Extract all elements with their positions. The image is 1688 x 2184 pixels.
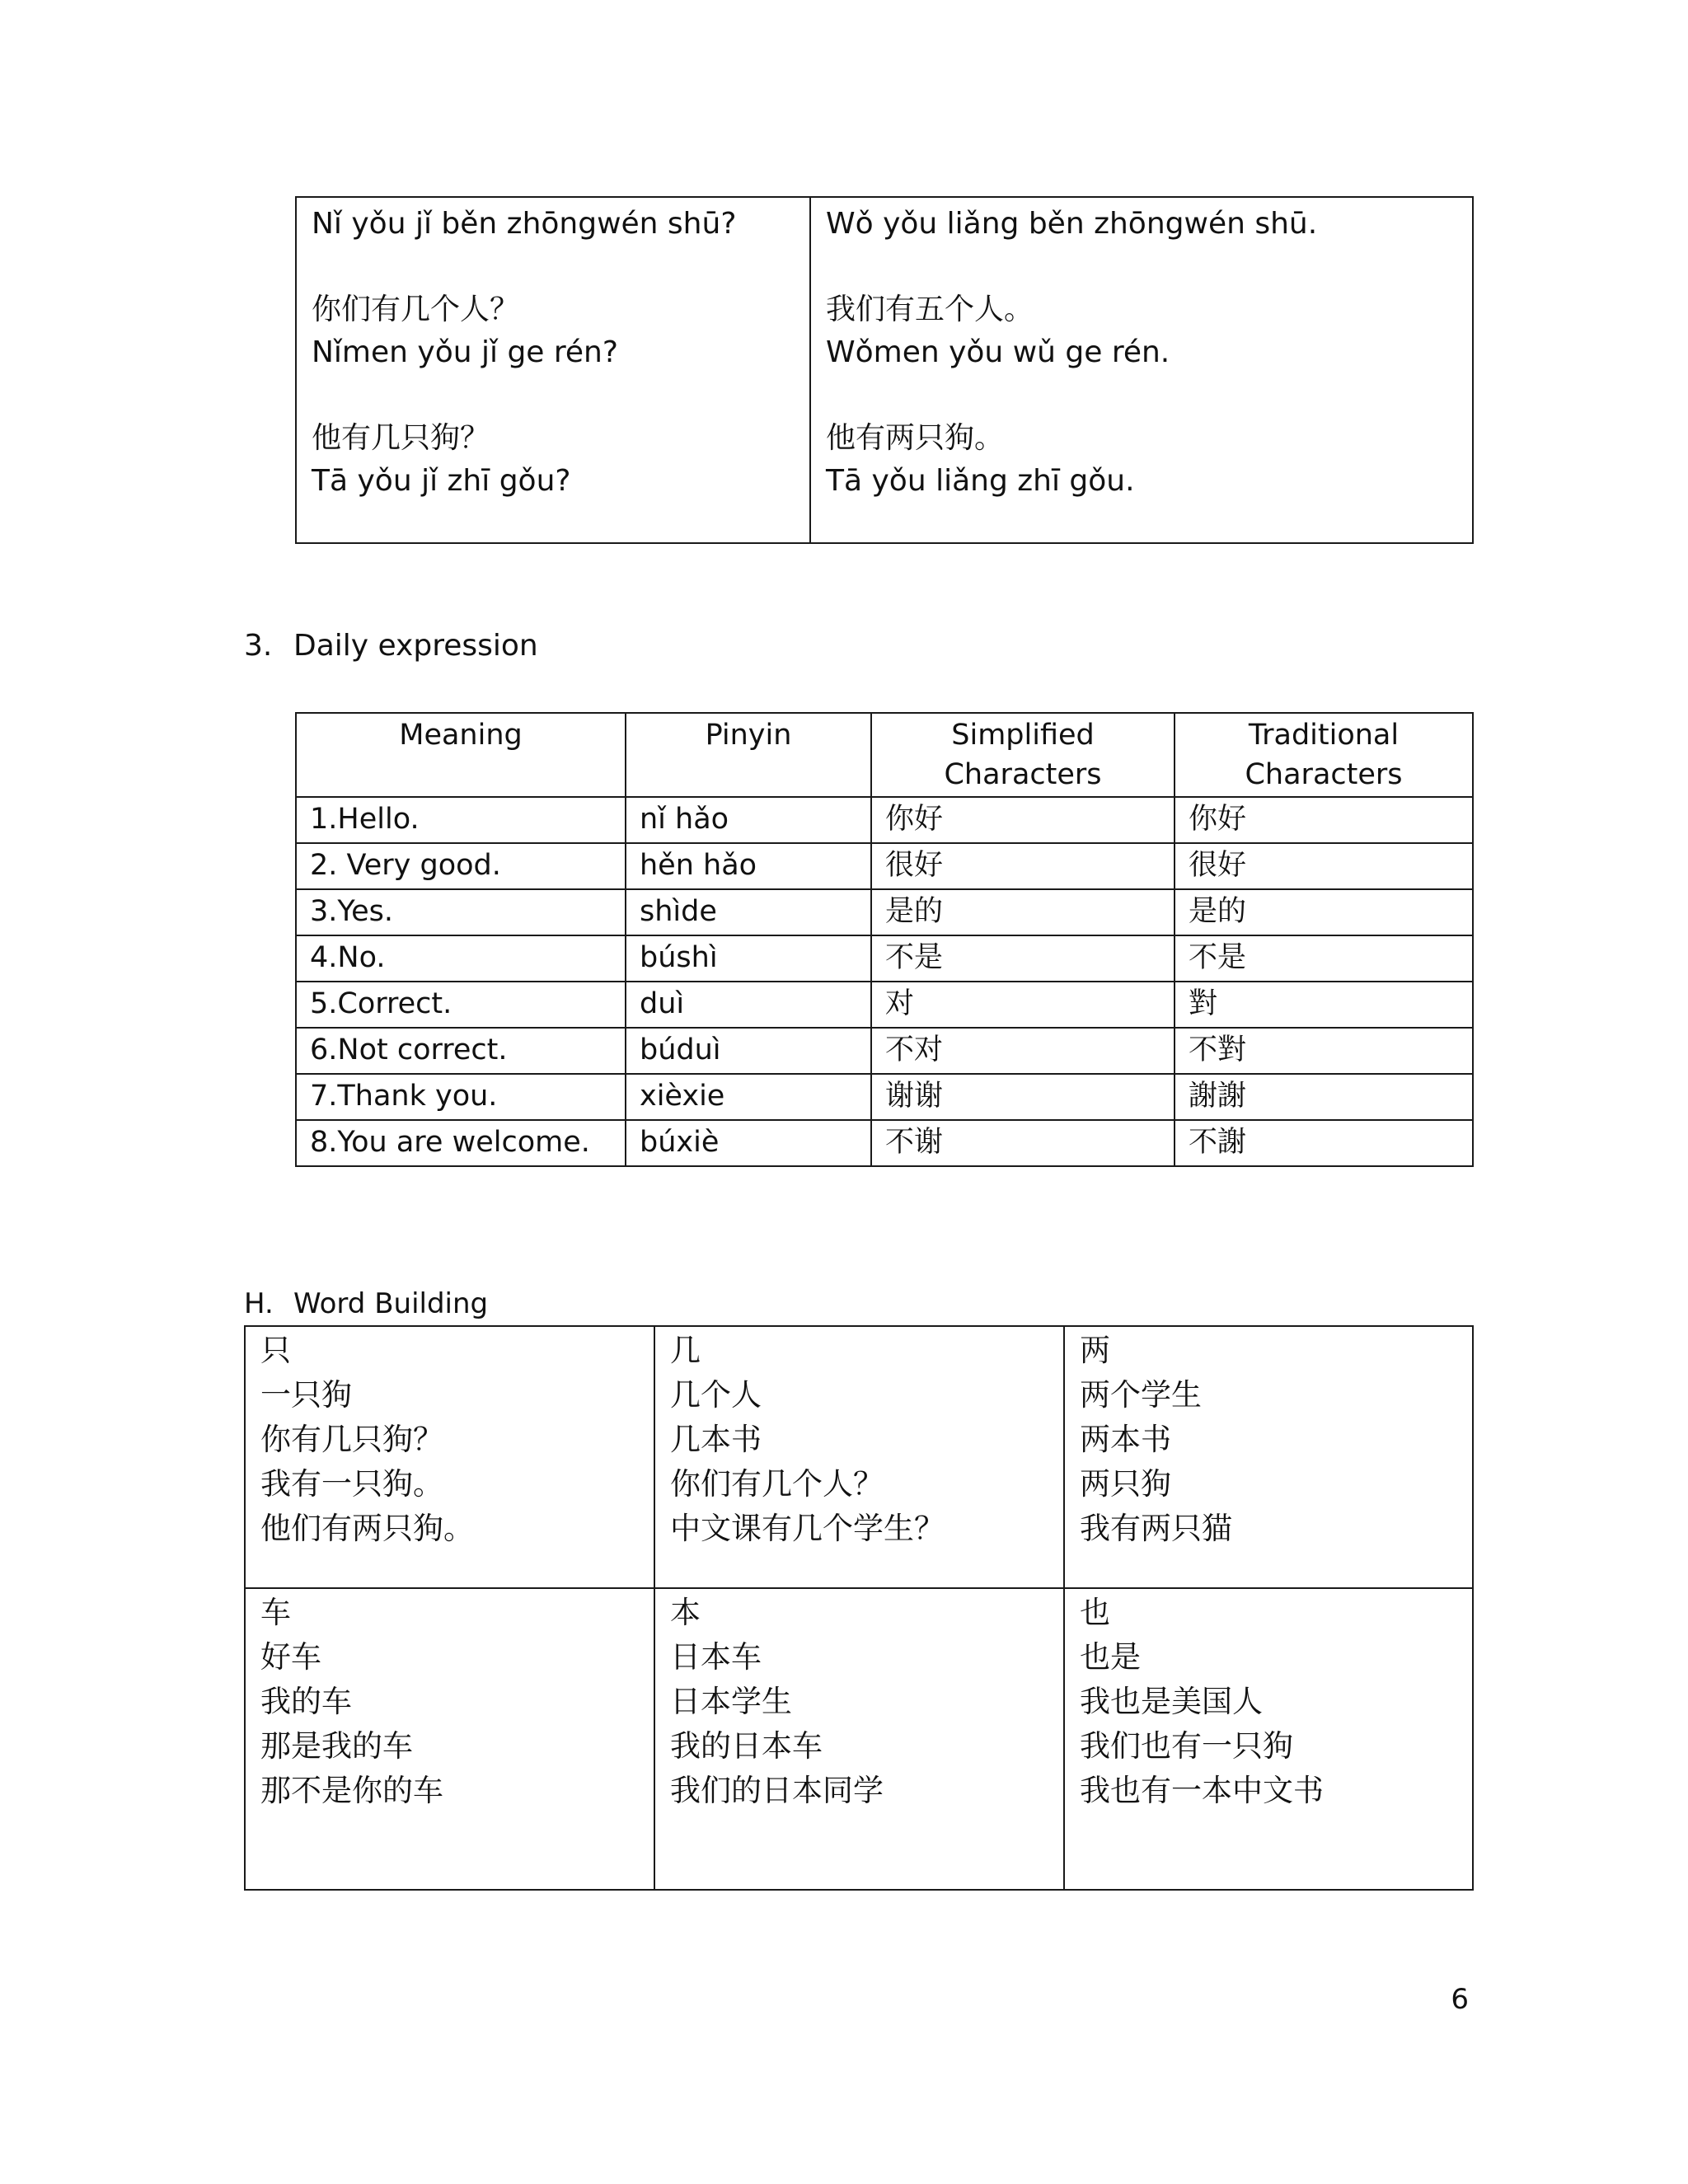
example-phrase: 他们有两只狗。 — [260, 1511, 474, 1546]
traditional-cell: 不對 — [1175, 1028, 1473, 1074]
headword: 几 — [670, 1333, 701, 1368]
question-chinese: 你们有几个人？ — [312, 293, 520, 326]
pinyin-cell: nǐ hǎo — [626, 797, 871, 843]
column-header-traditional: Traditional Characters — [1175, 713, 1473, 797]
answer-pinyin: Tā yǒu liǎng zhī gǒu. — [826, 464, 1135, 498]
pinyin-cell: shìde — [626, 889, 871, 935]
pinyin-cell: hěn hǎo — [626, 843, 871, 889]
table-row — [296, 935, 1473, 982]
traditional-cell: 不是 — [1175, 935, 1473, 982]
word-building-rows — [245, 1326, 1473, 1890]
table-row — [296, 1074, 1473, 1120]
simplified-cell: 你好 — [871, 797, 1175, 843]
example-phrase: 两个学生 — [1080, 1377, 1202, 1413]
simplified-cell: 谢谢 — [871, 1074, 1175, 1120]
word-building-row — [245, 1588, 1473, 1890]
pinyin-cell: duì — [626, 982, 871, 1028]
word-building-cell — [654, 1326, 1064, 1588]
table-row — [296, 982, 1473, 1028]
table-row — [296, 797, 1473, 843]
question-pinyin: Nǐmen yǒu jǐ ge rén? — [312, 335, 618, 369]
answer-pinyin: Wǒ yǒu liǎng běn zhōngwén shū. — [826, 207, 1318, 241]
word-building-cell — [245, 1326, 654, 1588]
meaning-cell: 2. Very good. — [296, 843, 626, 889]
table-row — [296, 1028, 1473, 1074]
example-phrase: 我们的日本同学 — [670, 1773, 884, 1808]
page-number: 6 — [1451, 1983, 1469, 2016]
question-pinyin: Tā yǒu jǐ zhī gǒu? — [312, 464, 571, 498]
table-row — [296, 1120, 1473, 1166]
example-phrase: 我有两只猫 — [1080, 1511, 1232, 1546]
column-header-meaning: Meaning — [296, 713, 626, 797]
word-building-row — [245, 1326, 1473, 1588]
example-phrase: 我的车 — [260, 1684, 352, 1719]
question-chinese: 他有几只狗？ — [312, 421, 490, 455]
example-phrase: 日本学生 — [670, 1684, 792, 1719]
daily-expression-table — [295, 712, 1474, 1167]
example-phrase: 你们有几个人？ — [670, 1466, 884, 1502]
example-phrase: 两只狗 — [1080, 1466, 1171, 1502]
traditional-cell: 謝謝 — [1175, 1074, 1473, 1120]
section-number: 3. — [244, 629, 273, 663]
simplified-cell: 对 — [871, 982, 1175, 1028]
example-phrase: 两本书 — [1080, 1422, 1171, 1457]
example-phrase: 我的日本车 — [670, 1728, 823, 1764]
word-building-cell — [1064, 1588, 1473, 1890]
example-phrase: 那不是你的车 — [260, 1773, 443, 1808]
example-phrase: 日本车 — [670, 1639, 762, 1675]
meaning-cell: 4.No. — [296, 935, 626, 982]
pinyin-cell: búduì — [626, 1028, 871, 1074]
simplified-cell: 是的 — [871, 889, 1175, 935]
section-title: Daily expression — [293, 629, 538, 663]
example-phrase: 我也有一本中文书 — [1080, 1773, 1324, 1808]
simplified-cell: 不对 — [871, 1028, 1175, 1074]
example-phrase: 我们也有一只狗 — [1080, 1728, 1293, 1764]
word-building-cell — [245, 1588, 654, 1890]
word-building-table — [244, 1325, 1474, 1891]
daily-expression-rows — [296, 797, 1473, 1166]
table-header-row — [296, 713, 1473, 797]
word-building-cell — [1064, 1326, 1473, 1588]
meaning-cell: 6.Not correct. — [296, 1028, 626, 1074]
headword: 车 — [260, 1595, 291, 1630]
example-phrase: 你有几只狗？ — [260, 1422, 443, 1457]
column-header-pinyin: Pinyin — [626, 713, 871, 797]
simplified-cell: 不谢 — [871, 1120, 1175, 1166]
meaning-cell: 7.Thank you. — [296, 1074, 626, 1120]
traditional-cell: 對 — [1175, 982, 1473, 1028]
pinyin-cell: xièxie — [626, 1074, 871, 1120]
meaning-cell: 1.Hello. — [296, 797, 626, 843]
example-phrase: 几个人 — [670, 1377, 762, 1413]
headword: 本 — [670, 1595, 701, 1630]
traditional-cell: 不謝 — [1175, 1120, 1473, 1166]
word-building-heading — [244, 1286, 488, 1322]
answer-pinyin: Wǒmen yǒu wǔ ge rén. — [826, 335, 1170, 369]
headword: 也 — [1080, 1595, 1110, 1630]
column-header-simplified: Simplified Characters — [871, 713, 1175, 797]
example-phrase: 那是我的车 — [260, 1728, 413, 1764]
table-row — [296, 889, 1473, 935]
meaning-cell: 8.You are welcome. — [296, 1120, 626, 1166]
meaning-cell: 5.Correct. — [296, 982, 626, 1028]
example-phrase: 一只狗 — [260, 1377, 352, 1413]
question-cell — [296, 197, 810, 543]
section-letter: H. — [244, 1287, 274, 1320]
daily-expression-heading — [244, 628, 538, 664]
traditional-cell: 你好 — [1175, 797, 1473, 843]
traditional-cell: 很好 — [1175, 843, 1473, 889]
headword: 只 — [260, 1333, 291, 1368]
section-title: Word Building — [293, 1287, 489, 1320]
example-phrase: 我也是美国人 — [1080, 1684, 1263, 1719]
question-pinyin: Nǐ yǒu jǐ běn zhōngwén shū? — [312, 207, 737, 241]
example-phrase: 中文课有几个学生？ — [670, 1511, 945, 1546]
example-phrase: 我有一只狗。 — [260, 1466, 443, 1502]
pinyin-cell: búshì — [626, 935, 871, 982]
headword: 两 — [1080, 1333, 1110, 1368]
word-building-cell — [654, 1588, 1064, 1890]
answer-chinese: 他有两只狗。 — [826, 421, 1005, 455]
pinyin-cell: búxiè — [626, 1120, 871, 1166]
example-phrase: 也是 — [1080, 1639, 1141, 1675]
answer-cell — [810, 197, 1473, 543]
traditional-cell: 是的 — [1175, 889, 1473, 935]
simplified-cell: 不是 — [871, 935, 1175, 982]
simplified-cell: 很好 — [871, 843, 1175, 889]
answer-chinese: 我们有五个人。 — [826, 293, 1034, 326]
qa-row — [296, 197, 1473, 543]
example-phrase: 几本书 — [670, 1422, 762, 1457]
question-answer-table — [295, 196, 1474, 544]
meaning-cell: 3.Yes. — [296, 889, 626, 935]
example-phrase: 好车 — [260, 1639, 321, 1675]
table-row — [296, 843, 1473, 889]
